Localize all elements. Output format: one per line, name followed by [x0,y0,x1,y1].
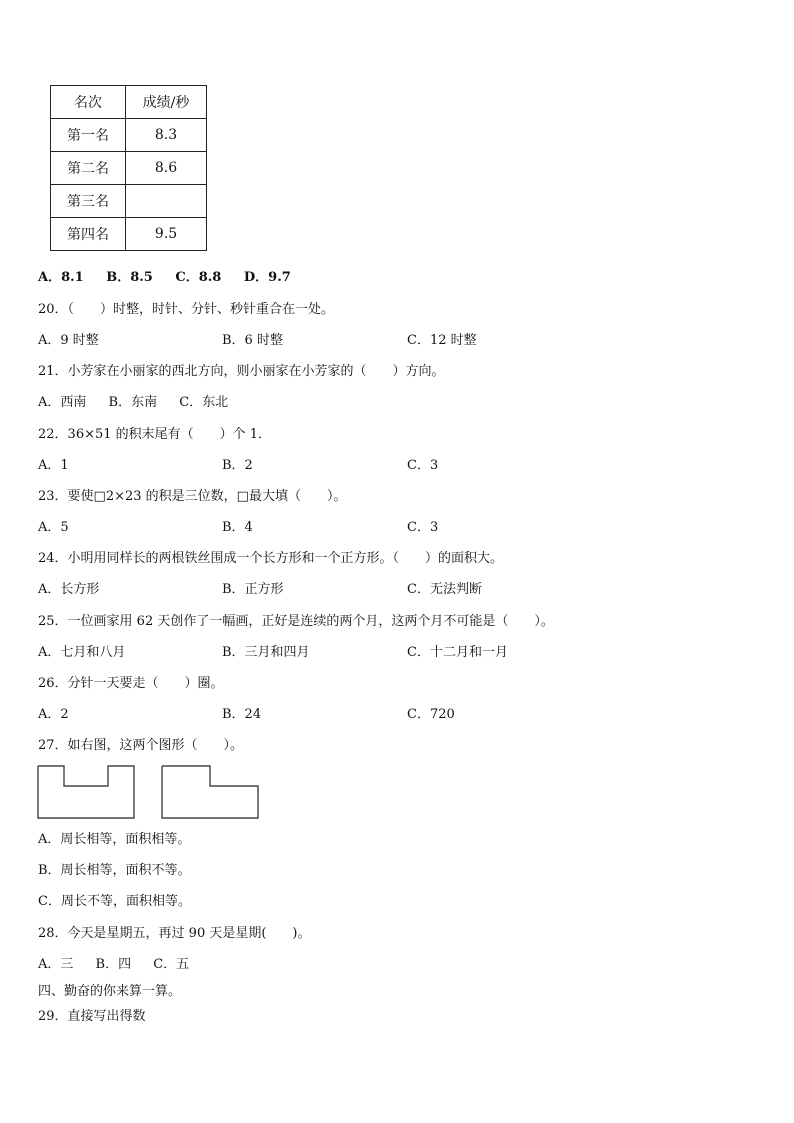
option: A．周长相等，面积相等。 [38,832,191,847]
table-cell: 第一名 [51,119,126,152]
table-row [51,185,207,218]
option: C．720 [407,707,455,722]
option: A．西南 [38,395,87,410]
option: B．24 [222,707,262,722]
table-header-cell: 成绩/秒 [126,86,207,119]
figure-notched-shape [38,766,134,818]
table-cell: 9.5 [126,218,207,251]
q19-options [38,270,309,286]
table-cell: 8.3 [126,119,207,152]
question-23: 23．要使□2×23 的积是三位数，□最大填（ ）。 [38,489,347,504]
table-row [51,218,207,251]
question-28: 28．今天是星期五，再过 90 天是星期( )。 [38,926,311,941]
section-heading: 四、勤奋的你来算一算。 [38,984,182,999]
option: B．周长相等，面积不等。 [38,863,191,878]
option: A．七月和八月 [38,645,126,660]
option: A．1 [38,458,69,473]
option: A．5 [38,520,69,535]
question-25: 25．一位画家用 62 天创作了一幅画，正好是连续的两个月，这两个月不可能是（ ）。 [38,614,554,629]
table-row [51,152,207,185]
option: C．五 [153,957,190,972]
option: A．长方形 [38,582,100,597]
option: C．东北 [179,395,229,410]
q28-options [38,957,207,973]
table-cell: 8.6 [126,152,207,185]
option: A．8.1 [38,270,84,285]
question-21: 21．小芳家在小丽家的西北方向，则小丽家在小芳家的（ ）方向。 [38,364,445,379]
option: A．9 时整 [38,333,99,348]
q21-options [38,395,246,411]
option: A．三 [38,957,74,972]
table-cell [126,185,207,218]
score-table [50,85,207,251]
question-20: 20．（ ）时整，时针、分针、秒针重合在一处。 [38,302,335,317]
option: B．正方形 [222,582,284,597]
question-29: 29．直接写出得数 [38,1009,146,1024]
option: B．四 [95,957,132,972]
option: D．9.7 [243,270,291,285]
option: C．3 [407,520,439,535]
option: C．十二月和一月 [407,645,508,660]
table-cell: 第三名 [51,185,126,218]
option: B．2 [222,458,253,473]
option: B．三月和四月 [222,645,310,660]
option: B．6 时整 [222,333,283,348]
figure-stepped-shape [162,766,258,818]
table-cell: 第四名 [51,218,126,251]
question-24: 24．小明用同样长的两根铁丝围成一个长方形和一个正方形。（ ）的面积大。 [38,551,504,566]
option: A．2 [38,707,69,722]
table-header-row [51,86,207,119]
option: C．8.8 [175,270,222,285]
question-27: 27．如右图，这两个图形（ ）。 [38,738,244,753]
option: C．周长不等，面积相等。 [38,894,191,909]
table-cell: 第二名 [51,152,126,185]
question-26: 26．分针一天要走（ ）圈。 [38,676,224,691]
option: C．无法判断 [407,582,482,597]
q27-figures [36,762,266,822]
option: B．东南 [108,395,158,410]
question-22: 22．36×51 的积末尾有（ ）个 1． [38,427,272,442]
table-header-cell: 名次 [51,86,126,119]
option: B．8.5 [106,270,153,285]
option: B．4 [222,520,253,535]
option: C．3 [407,458,439,473]
table-row [51,119,207,152]
option: C．12 时整 [407,333,477,348]
